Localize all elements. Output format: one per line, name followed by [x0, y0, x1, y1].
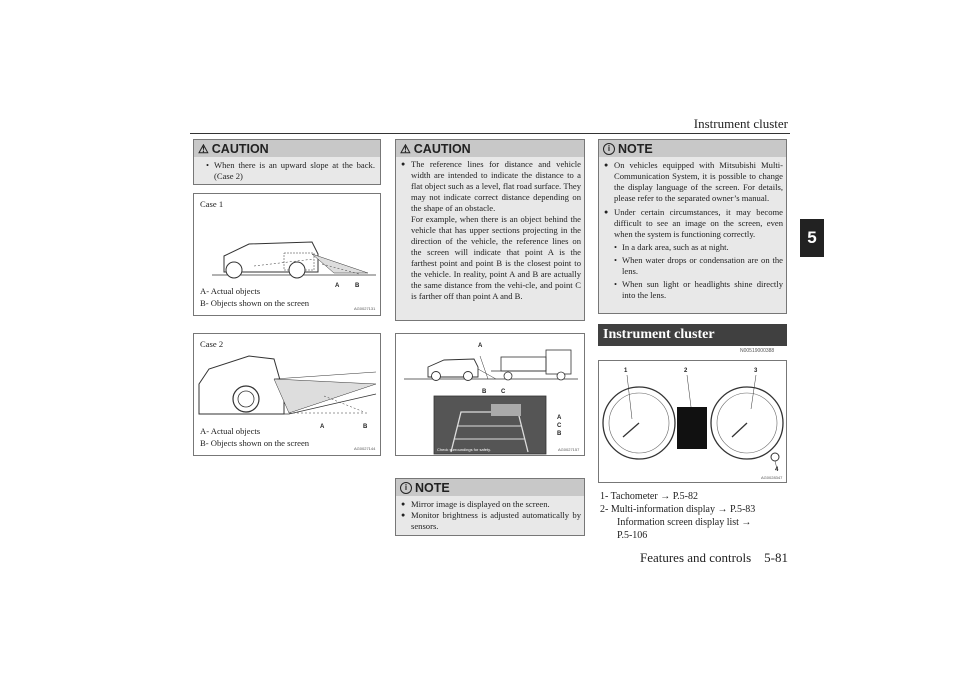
callout-3: 3 — [754, 368, 758, 374]
caution-paragraph-2: For example, when there is an object behind the vehicle that has upper sections projecting in the direction of the vehicle, the reference lines on the screen will indicate that point A is the farthest point and point B is the closest point to the vehicle. In reality, point A and B are actually the same distance from the vehi-cle, and point C is farther off than point A and B. — [411, 214, 581, 301]
page-header-title: Instrument cluster — [693, 116, 788, 131]
point-b-label: B — [482, 389, 487, 395]
section-title: Instrument cluster — [598, 324, 787, 346]
screen-point-c-label: C — [557, 423, 562, 429]
figure-code: AG0027157 — [558, 447, 580, 452]
point-b-label: B — [355, 283, 360, 289]
bullet-icon: • — [206, 160, 210, 170]
note-item: ● Mirror image is displayed on the screen. — [399, 499, 581, 510]
caution-text: When there is an upward slope at the back. (Case 2) — [214, 160, 375, 181]
section-code: N00519000388 — [740, 348, 775, 354]
info-icon: i — [603, 143, 615, 155]
list-item: 1- Tachometer → P.5-82 — [600, 491, 698, 502]
point-b-label: B — [363, 424, 368, 430]
list-item: Information screen display list → — [617, 517, 752, 528]
caution-box-1 — [193, 139, 381, 185]
caution-paragraph-1: ● The reference lines for distance and vehicle width are intended to indicate the distance to a flat object such as a level, flat road surface. They may not indicate correct distance depending on the shape of an obstacle. — [399, 159, 581, 214]
warning-icon: ⚠ — [400, 141, 411, 156]
caution-body — [194, 157, 380, 184]
list-item: P.5-106 — [617, 530, 648, 541]
legend-a: A- Actual objects — [200, 286, 261, 296]
note-subitem: • When sun light or headlights shine directly into the lens. — [602, 279, 783, 301]
note-subitem: • When water drops or condensation are on the lens. — [602, 255, 783, 277]
figure-case-1 — [193, 193, 381, 316]
instrument-cluster-illustration — [599, 361, 787, 483]
case-label: Case 2 — [200, 339, 224, 349]
note-header — [396, 479, 584, 496]
header-rule — [190, 133, 790, 134]
figure-reference-lines — [395, 333, 585, 456]
legend-b: B- Objects shown on the screen — [200, 298, 310, 308]
case-label: Case 1 — [200, 199, 224, 209]
point-a-label: A — [478, 343, 483, 349]
note-box-3 — [598, 139, 787, 314]
note-body — [599, 157, 786, 313]
component-list — [600, 490, 790, 542]
screen-message: Check surroundings for safety. — [437, 447, 491, 452]
chapter-tab: 5 — [800, 219, 824, 257]
caution-label: CAUTION — [211, 141, 269, 156]
callout-4: 4 — [775, 467, 779, 473]
caution-label: CAUTION — [413, 141, 471, 156]
caution-header — [194, 140, 380, 157]
note-item: ● On vehicles equipped with Mitsubishi Multi-Communication System, it is possible to change the display language of the screen. For details, please refer to the separated owner’s manual. — [602, 160, 783, 204]
point-c-label: C — [501, 389, 506, 395]
point-a-label: A — [320, 424, 325, 430]
warning-icon: ⚠ — [198, 141, 209, 156]
figure-case-2 — [193, 333, 381, 456]
note-header — [599, 140, 786, 157]
figure-code: AG0028347 — [761, 475, 783, 480]
legend-b: B- Objects shown on the screen — [200, 438, 310, 448]
callout-1: 1 — [624, 368, 628, 374]
reference-lines-illustration — [396, 334, 585, 456]
figure-code: AG0027131 — [354, 306, 376, 311]
caution-body — [396, 157, 584, 320]
page-footer: Features and controls 5-81 — [639, 550, 788, 565]
screen-point-b-label: B — [557, 431, 562, 437]
note-label: NOTE — [415, 480, 450, 495]
screen-point-a-label: A — [557, 415, 562, 421]
note-box-2 — [395, 478, 585, 536]
note-label: NOTE — [618, 141, 653, 156]
legend-a: A- Actual objects — [200, 426, 261, 436]
note-item: ● Monitor brightness is adjusted automatically by sensors. — [399, 510, 581, 532]
note-subitem: • In a dark area, such as at night. — [602, 242, 783, 253]
callout-2: 2 — [684, 368, 688, 374]
note-body — [396, 496, 584, 535]
figure-instrument-cluster — [598, 360, 787, 483]
caution-header — [396, 140, 584, 157]
figure-code: AG0027144 — [354, 446, 376, 451]
caution-box-2 — [395, 139, 585, 321]
note-item: ● Under certain circumstances, it may become difficult to see an image on the screen, even when the system is functioning correctly. — [602, 207, 783, 240]
point-a-label: A — [335, 283, 340, 289]
list-item: 2- Multi-information display → P.5-83 — [600, 504, 756, 515]
info-icon: i — [400, 482, 412, 494]
